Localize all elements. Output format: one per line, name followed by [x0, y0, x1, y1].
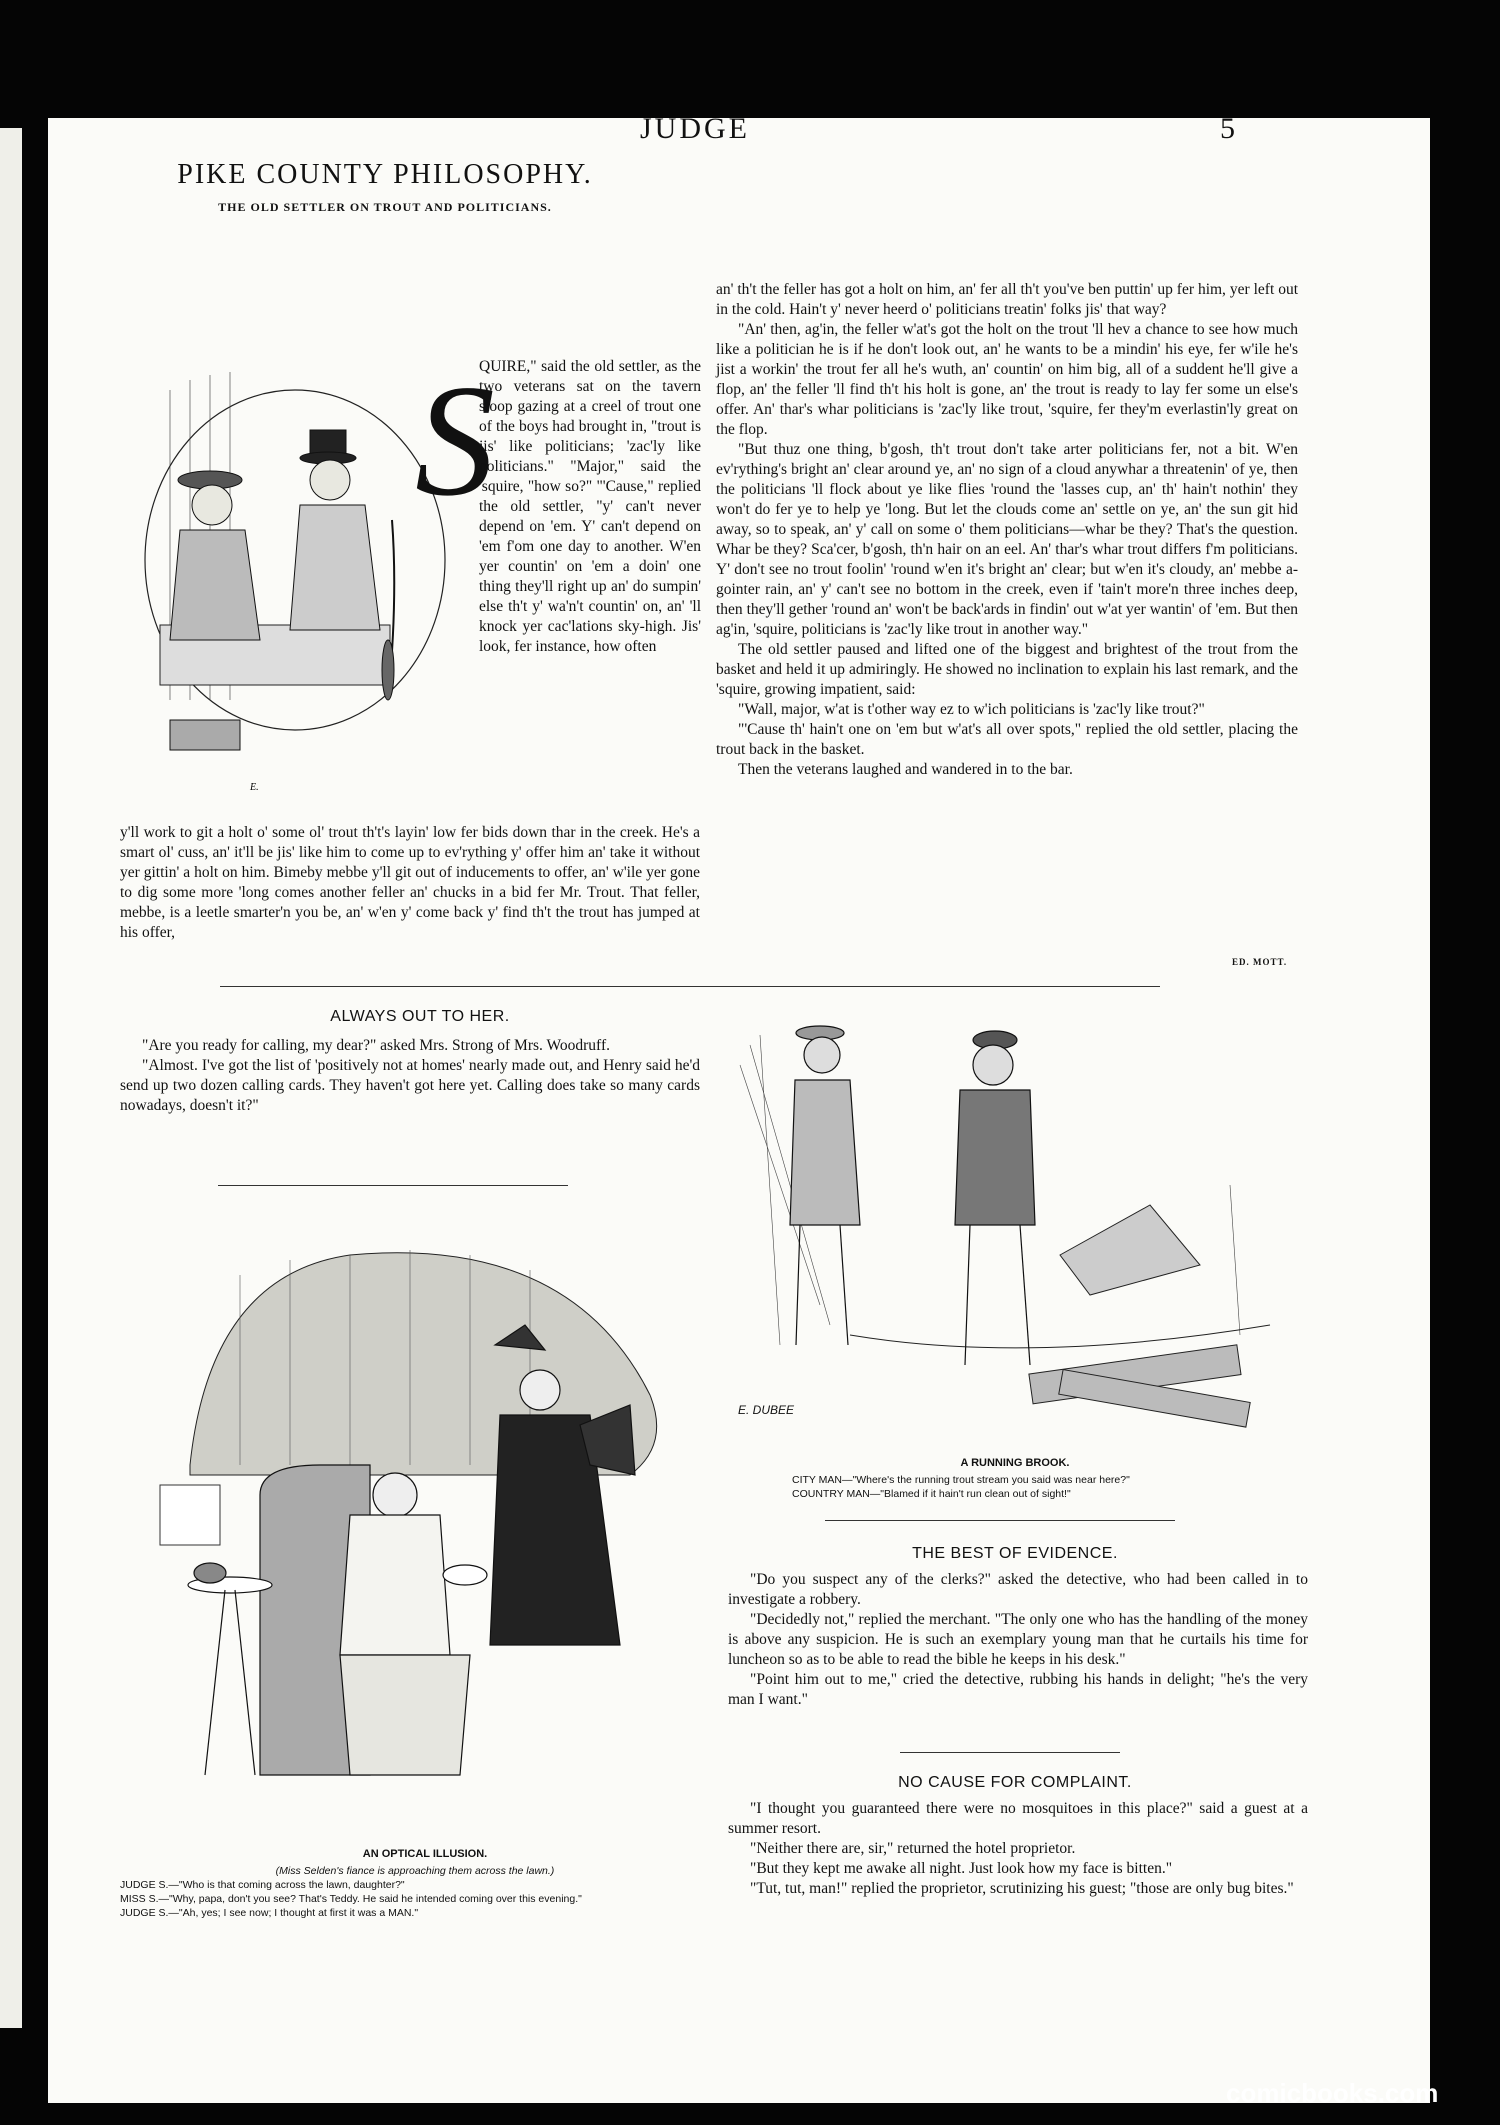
article-text	[728, 1799, 1308, 1899]
article-paragraph: "Decidedly not," replied the merchant. "The only one who has the handling of the money is above any suspicion. He is such an exemplary young man that he curtails his time for luncheon so as to be able to read the bible he keeps in his desk."	[728, 1611, 1308, 1668]
adjacent-page-edge	[0, 128, 22, 2028]
article-paragraph: QUIRE," said the old settler, as the two veterans sat on the tavern stoop gazing at a creel of trout one of the boys had brought in, "trout is jis' like politicians; 'zac'ly like politicians." "Major," said the 'squire, "how so?" "'Cause," replied the old settler, "y' can't never depend on 'em. Y' can't depend on 'em f'om one day to another. W'en yer countin' on 'em a doin' one thing they'll right up an' do sumpin' else th't y' wa'n't countin' on, an' 'll knock yer cac'lations sky-high. Jis' look, fer instance, how often	[479, 358, 701, 655]
article-title: THE BEST OF EVIDENCE.	[912, 1545, 1118, 1562]
running-head: JUDGE	[640, 112, 750, 145]
article-text-beside	[479, 357, 701, 657]
caption-line: MISS S.—"Why, papa, don't you see? That's Teddy. He said he intended coming over this evening."	[120, 1893, 582, 1905]
illustration-caption	[120, 1864, 710, 1920]
article-paragraph: y'll work to git a holt o' some ol' trout th't's layin' low fer bids down thar in the creek. He's a smart ol' cuss, an' it'll be jis' like him to come up to ev'rything y' offer him an' take it without yer gittin' a holt on him. Bimeby mebbe y'll git out of inducements to offer, an' w'ile yer gone to dig some more 'long comes another feller an' chucks in a bid fer Mr. Trout. That feller, mebbe, is a leetle smarter'n you be, an' w'en y' come back y' find th't the trout has jumped at his offer,	[120, 824, 700, 941]
article-paragraph: "Tut, tut, man!" replied the proprietor, scrutinizing his guest; "those are only bug bites."	[750, 1880, 1294, 1897]
article-paragraph: an' th't the feller has got a holt on him, an' fer all th't you've ben puttin' up fer him, yer left out in the cold. Hain't y' never heerd o' politicians treatin' folks jis' that way?	[716, 281, 1298, 318]
svg-text:E.: E.	[250, 782, 259, 793]
article-title: PIKE COUNTY PHILOSOPHY.	[177, 159, 593, 190]
article-paragraph: The old settler paused and lifted one of the biggest and brightest of the trout from the basket and held it up admiringly. He showed no inclination to explain his last remark, and the 'squire, growing impatient, said:	[716, 641, 1298, 698]
page-number: 5	[1220, 112, 1235, 145]
illustration-old-settlers	[130, 370, 460, 800]
caption-title: AN OPTICAL ILLUSION.	[362, 1848, 488, 1860]
article-paragraph: "But they kept me awake all night. Just look how my face is bitten."	[750, 1860, 1173, 1877]
illustration-optical-illusion	[150, 1215, 700, 1845]
article-paragraph: "Wall, major, w'at is t'other way ez to w'ich politicians is 'zac'ly like trout?"	[738, 701, 1205, 718]
caption-line: JUDGE S.—"Who is that coming across the lawn, daughter?"	[120, 1879, 405, 1891]
illustration-running-brook	[730, 1005, 1300, 1455]
article-subtitle: THE OLD SETTLER ON TROUT AND POLITICIANS.	[218, 200, 552, 214]
caption-line: (Miss Selden's fiance is approaching them across the lawn.)	[275, 1865, 555, 1877]
article-text	[728, 1570, 1308, 1710]
section-divider	[900, 1752, 1120, 1753]
article-paragraph: "Neither there are, sir," returned the hotel proprietor.	[750, 1840, 1076, 1857]
article-paragraph: "Point him out to me," cried the detective, rubbing his hands in delight; "he's the very man I want."	[728, 1671, 1308, 1708]
article-paragraph: "Do you suspect any of the clerks?" asked the detective, who had been called in to investigate a robbery.	[728, 1571, 1308, 1608]
article-paragraph: "But thuz one thing, b'gosh, th't trout don't take arter politicians fer, not a bit. W'en ev'rything's bright an' clear around ye, an' no sign of a cloud anywhar a threatenin' of ye, then the politicians 'll flock about ye like flies 'round the 'lasses cup, an' th' hain't nothin' they won't do fer ye to help ye 'long. But let the clouds come an' settle on ye, an' the sun git hid away, so to speak, an' y' call on some o' them politicians—whar be they? That's the question. Whar be they? Sca'cer, b'gosh, th'n hair on an eel. An' thar's whar trout differs f'm politicians. Y' don't see no trout foolin' 'round w'en it's bright an' clear; but w'en it's cloudy, an' mebbe a-gointer rain, an' y' can't see no bottom in the creek, even if 'tain't more'n three inches deep, then they'll gether 'round an' won't be back'ards in findin' out w'at yer wantin' of 'em. But then ag'in, 'squire, politicians is 'zac'ly like trout in another way."	[716, 441, 1298, 638]
caption-line: CITY MAN—"Where's the running trout stream you said was near here?"	[792, 1474, 1130, 1486]
article-paragraph: "Are you ready for calling, my dear?" asked Mrs. Strong of Mrs. Woodruff.	[142, 1037, 610, 1054]
section-divider	[220, 986, 1160, 987]
section-divider	[218, 1185, 568, 1186]
article-text-right-column	[716, 280, 1298, 780]
byline: ED. MOTT.	[1232, 957, 1288, 967]
section-divider	[825, 1520, 1175, 1521]
caption-line: COUNTRY MAN—"Blamed if it hain't run clean out of sight!"	[792, 1488, 1071, 1500]
caption-line: JUDGE S.—"Ah, yes; I see now; I thought at first it was a MAN."	[120, 1907, 419, 1919]
article-paragraph: "'Cause th' hain't one on 'em but w'at's all over spots," replied the old settler, placing the trout back in the basket.	[716, 721, 1298, 758]
illustration-caption	[792, 1473, 1292, 1501]
caption-title: A RUNNING BROOK.	[960, 1457, 1070, 1469]
article-paragraph: "I thought you guaranteed there were no mosquitoes in this place?" said a guest at a summer resort.	[728, 1800, 1308, 1837]
article-title: ALWAYS OUT TO HER.	[330, 1008, 510, 1025]
article-paragraph: "An' then, ag'in, the feller w'at's got the holt on the trout 'll hev a chance to see how much like a politician he is if he don't look out, an' he wants to be a mindin' his eye, fer w'ile he's jist a workin' the trout fer all he's wuth, an' countin' on him big, all of a suddent he'll give a flop, an' the feller 'll find th't his holt is gone, an' the trout is ready to lay fer some un else's offer. An' thar's whar politicians is 'zac'ly like trout, 'squire, fer they'm everlastin'ly great on the flop.	[716, 321, 1298, 438]
article-paragraph: "Almost. I've got the list of 'positively not at homes' nearly made out, and Henry said he'd send up two dozen calling cards. They haven't got here yet. Calling does take so many cards nowadays, doesn't it?"	[120, 1057, 700, 1114]
article-title: NO CAUSE FOR COMPLAINT.	[898, 1774, 1132, 1791]
artist-signature: E. DUBEE	[738, 1403, 795, 1417]
site-watermark: comicbooks.com	[1226, 2078, 1439, 2108]
article-paragraph: Then the veterans laughed and wandered in to the bar.	[738, 761, 1073, 778]
drop-cap: S	[415, 351, 495, 529]
article-text	[120, 1036, 700, 1116]
article-text-below	[120, 823, 700, 943]
